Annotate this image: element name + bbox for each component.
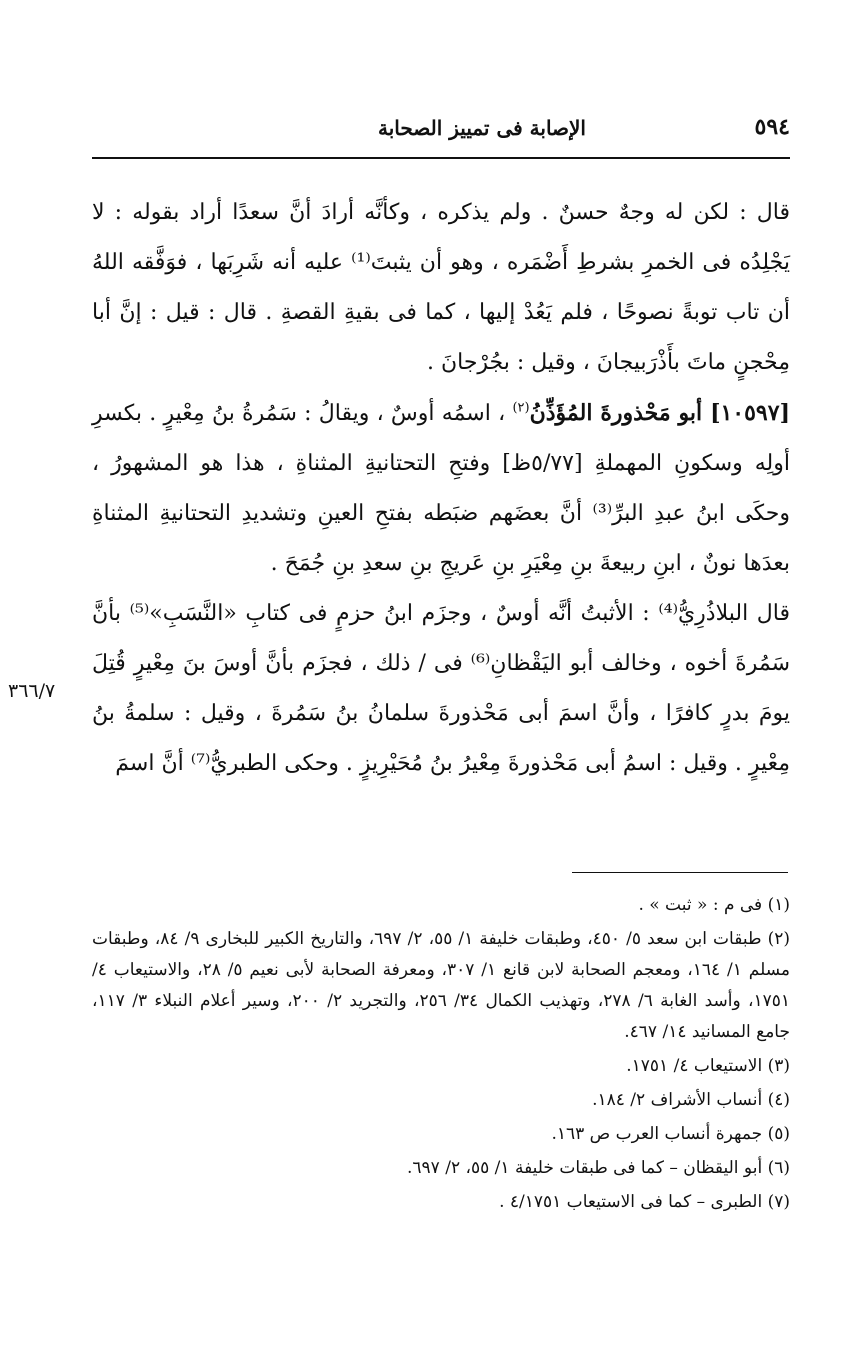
- main-text: [92, 188, 790, 789]
- footnote-2: (٢) طبقات ابن سعد ٥/ ٤٥٠، وطبقات خليفة ١/ ٥٥، ٢/ ٦٩٧، والتاريخ الكبير للبخارى ٩/ ٨٤، وطبقات مسلم ١/ ١٦٤، ومعجم الصحابة لابن قانع ١/ ٣٠٧، ومعرفة الصحابة لأبى نعيم ٥/ ٢٨، والاستيعاب ٤/ ١٧٥١، وأسد الغابة ٦/ ٢٧٨، وتهذيب الكمال ٣٤/ ٢٥٦، والتجريد ٢/ ٢٠٠، وسير أعلام النبلاء ٣/ ١١٧، جامع المسانيد ١٤/ ٤٦٧.: [92, 929, 790, 1042]
- footnote-separator: [572, 872, 788, 873]
- paragraph-1: قال : لكن له وجهٌ حسنٌ . ولم يذكره ، وكأنَّه أرادَ أنَّ سعدًا أراد بقوله : لا يَجْلِدُه فى الخمرِ بشرطِ أَضْمَره ، وهو أن يثبتَ⁽¹⁾ عليه أنه شَرِبَها ، فوَفَّقه اللهُ أن تاب توبةً نصوحًا ، فلم يَعُدْ إليها ، كما فى بقيةِ القصةِ . قال : قيل : إنَّ أبا مِحْجنٍ ماتَ بأَذْرَبيجانَ ، وقيل : بجُرْجانَ .: [92, 200, 790, 375]
- margin-reference: ٣٦٦/٧: [8, 680, 56, 702]
- page-header: [92, 112, 790, 154]
- footnotes: [92, 890, 790, 1221]
- paragraph-2: [92, 388, 790, 589]
- running-title: الإصابة فى تمييز الصحابة: [378, 116, 586, 140]
- entry-heading: [١٠٥٩٧] أبو مَحْذورةَ المُؤَذِّنُ: [529, 400, 790, 426]
- paragraph-3: قال البلاذُرِيُّ⁽⁴⁾ : الأثبتُ أنَّه أوسٌ ، وجزَم ابنُ حزمٍ فى كتابِ «النَّسَبِ»⁽⁵⁾ بأنَّ سَمُرةَ أخوه ، وخالف أبو اليَقْظانِ⁽⁶⁾ فى / ذلك ، فجزَم بأنَّ أوسَ بنَ مِعْيرٍ قُتِلَ يومَ بدرٍ كافرًا ، وأنَّ اسمَ أبى مَحْذورةَ سلمانُ بنُ سَمُرةَ ، وقيل : سلمةُ بنُ مِعْيرٍ . وقيل : اسمُ أبى مَحْذورةَ مِعْيرُ بنُ مُحَيْرِيزٍ . وحكى الطبريُّ⁽⁷⁾ أنَّ اسمَ: [92, 601, 790, 776]
- footnote-7: (٧) الطبرى – كما فى الاستيعاب ٤/١٧٥١ .: [499, 1192, 790, 1212]
- page-number: ٥٩٤: [754, 114, 790, 140]
- footnote-1: (١) فى م : « ثبت » .: [638, 895, 790, 915]
- footnote-5: (٥) جمهرة أنساب العرب ص ١٦٣.: [551, 1124, 790, 1144]
- entry-heading-footnote-mark: (٢): [512, 400, 530, 416]
- entry-body: ، اسمُه أوسٌ ، ويقالُ : سَمُرةُ بنُ مِعْيرٍ . بكسرِ أولِه وسكونِ المهملةِ [٥/٧٧ظ] وفتحِ التحتانيةِ المثناةِ ، هذا هو المشهورُ ، وحكَى ابنُ عبدِ البرِّ⁽³⁾ أنَّ بعضَهم ضبَطه بفتحِ العينِ وتشديدِ التحتانيةِ المثناةِ بعدَها نونٌ ، ابنِ ربيعةَ بنِ مِعْيَرِ بنِ عَريجِ بنِ سعدِ بنِ جُمَحَ .: [92, 401, 791, 576]
- footnote-3: (٣) الاستيعاب ٤/ ١٧٥١.: [626, 1056, 790, 1076]
- footnote-6: (٦) أبو اليقظان – كما فى طبقات خليفة ١/ ٥٥، ٢/ ٦٩٧.: [407, 1158, 790, 1178]
- header-rule: [92, 157, 790, 159]
- footnote-4: (٤) أنساب الأشراف ٢/ ١٨٤.: [592, 1090, 790, 1110]
